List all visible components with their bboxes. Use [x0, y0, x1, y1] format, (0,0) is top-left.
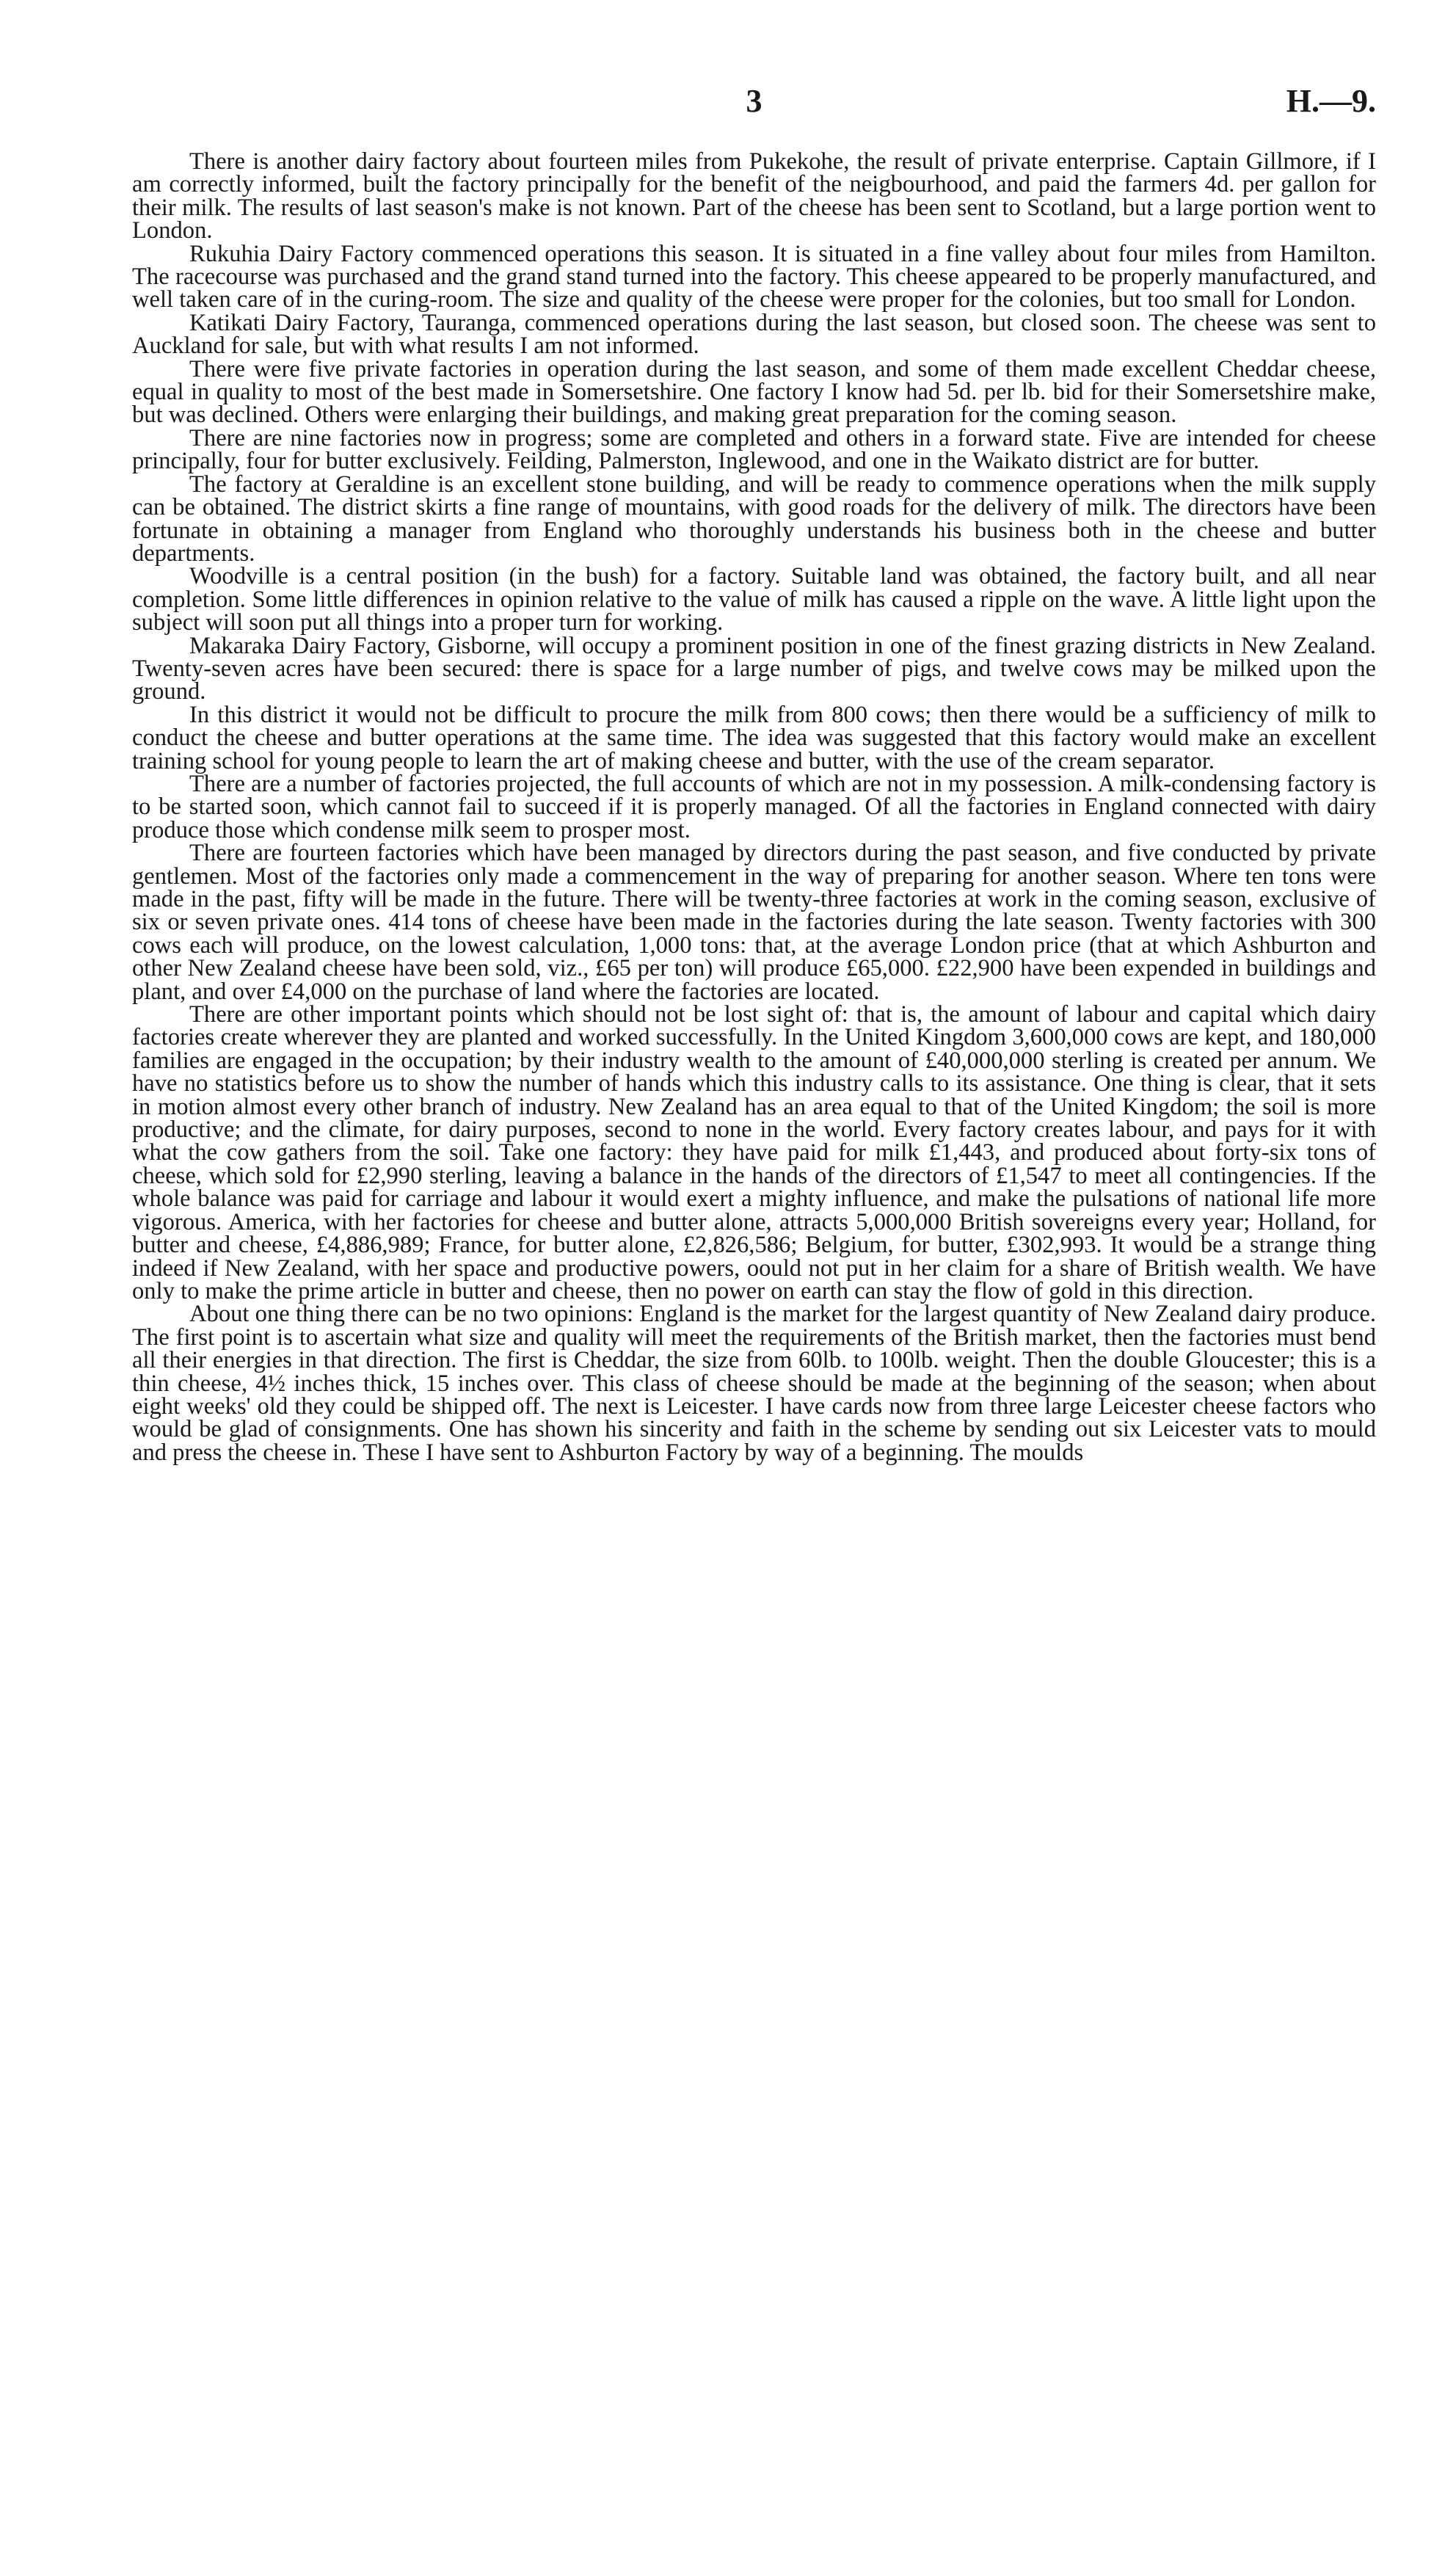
page-header	[132, 79, 1376, 123]
paragraph-geraldine-factory: The factory at Geraldine is an excellent stone building, and will be ready to commence operations when the milk supply can be obtained. The district skirts a fine range of mountains, with good roads for the delivery of milk. The directors have been fortunate in obtaining a manager from England who thoroughly understands his business both in the cheese and butter departments.	[132, 471, 1376, 567]
document-reference: H.—9.	[1286, 83, 1376, 119]
paragraph-factories-in-progress: There are nine factories now in progress; some are completed and others in a forward state. Five are intended for cheese principally, four for butter exclusively. Feilding, Palmerston, Inglewood, and one in the Waikato district are for butter.	[132, 424, 1376, 475]
paragraph-season-statistics: There are fourteen factories which have been managed by directors during the past season, and five conducted by private gentlemen. Most of the factories only made a commencement in the way of preparing for another season. Where ten tons were made in the past, fifty will be made in the future. There will be twenty-three factories at work in the coming season, exclusive of six or seven private ones. 414 tons of cheese have been made in the factories during the late season. Twenty factories with 300 cows each will produce, on the lowest calculation, 1,000 tons: that, at the average London price (that at which Ashburton and other New Zealand cheese have been sold, viz., £65 per ton) will produce £65,000. £22,900 have been expended in buildings and plant, and over £4,000 on the purchase of land where the factories are located.	[132, 840, 1376, 1005]
paragraph-private-factories: There were five private factories in operation during the last season, and some of them made excellent Cheddar cheese, equal in quality to most of the best made in Somersetshire. One factory I know had 5d. per lb. bid for their Somersetshire make, but was declined. Others were enlarging their buildings, and making great preparation for the coming season.	[132, 355, 1376, 429]
paragraph-training-school: In this district it would not be difficult to procure the milk from 800 cows; then there would be a sufficiency of milk to conduct the cheese and butter operations at the same time. The idea was suggested that this factory would make an excellent training school for young people to learn the art of making cheese and butter, with the use of the cream separator.	[132, 701, 1376, 774]
paragraph-english-market: About one thing there can be no two opinions: England is the market for the largest quantity of New Zealand dairy produce. The first point is to ascertain what size and quality will meet the requirements of the British market, then the factories must bend all their energies in that direction. The first is Cheddar, the size from 60lb. to 100lb. weight. Then the double Gloucester; this is a thin cheese, 4½ inches thick, 15 inches over. This class of cheese should be made at the beginning of the season; when about eight weeks' old they could be shipped off. The next is Leicester. I have cards now from three large Leicester cheese factors who would be glad of consignments. One has shown his sincerity and faith in the scheme by sending out six Leicester vats to mould and press the cheese in. These I have sent to Ashburton Factory by way of a beginning. The moulds	[132, 1301, 1376, 1466]
paragraph-labour-and-capital: There are other important points which should not be lost sight of: that is, the amount of labour and capital which dairy factories create wherever they are planted and worked successfully. In the United Kingdom 3,600,000 cows are kept, and 180,000 families are engaged in the occupation; by their industry wealth to the amount of £40,000,000 sterling is created per annum. We have no statistics before us to show the number of hands which this industry calls to its assistance. One thing is clear, that it sets in motion almost every other branch of industry. New Zealand has an area equal to that of the United Kingdom; the soil is more productive; and the climate, for dairy purposes, second to none in the world. Every factory creates labour, and pays for it with what the cow gathers from the soil. Take one factory: they have paid for milk £1,443, and produced about forty-six tons of cheese, which sold for £2,990 sterling, leaving a balance in the hands of the directors of £1,547 to meet all contingencies. If the whole balance was paid for carriage and labour it would exert a mighty influence, and make the pulsations of national life more vigorous. America, with her factories for cheese and butter alone, attracts 5,000,000 British sovereigns every year; Holland, for butter and cheese, £4,886,989; France, for butter alone, £2,826,586; Belgium, for butter, £302,993. It would be a strange thing indeed if New Zealand, with her space and productive powers, oould not put in her claim for a share of British wealth. We have only to make the prime article in butter and cheese, then no power on earth can stay the flow of gold in this direction.	[132, 1001, 1376, 1304]
paragraph-pukekohe-factory: There is another dairy factory about fourteen miles from Pukekohe, the result of private enterprise. Captain Gillmore, if I am correctly informed, built the factory principally for the benefit of the neigbourhood, and paid the farmers 4d. per gallon for their milk. The results of last season's make is not known. Part of the cheese has been sent to Scotland, but a large portion went to London.	[132, 148, 1376, 244]
paragraph-katikati-factory: Katikati Dairy Factory, Tauranga, commenced operations during the last season, but closed soon. The cheese was sent to Auckland for sale, but with what results I am not informed.	[132, 309, 1376, 360]
paragraph-makaraka-factory: Makaraka Dairy Factory, Gisborne, will occupy a prominent position in one of the finest grazing districts in New Zealand. Twenty-seven acres have been secured: there is space for a large number of pigs, and twelve cows may be milked upon the ground.	[132, 632, 1376, 705]
paragraph-woodville-factory: Woodville is a central position (in the bush) for a factory. Suitable land was obtained, the factory built, and all near completion. Some little differences in opinion relative to the value of milk has caused a ripple on the wave. A little light upon the subject will soon put all things into a proper turn for working.	[132, 563, 1376, 636]
paragraph-projected-factories: There are a number of factories projected, the full accounts of which are not in my possession. A milk-condensing factory is to be started soon, which cannot fail to succeed if it is properly managed. Of all the factories in England connected with dairy produce those which condense milk seem to prosper most.	[132, 770, 1376, 843]
paragraph-rukuhia-factory: Rukuhia Dairy Factory commenced operations this season. It is situated in a fine valley about four miles from Hamilton. The racecourse was purchased and the grand stand turned into the factory. This cheese appeared to be properly manufactured, and well taken care of in the curing-room. The size and quality of the cheese were proper for the colonies, but too small for London.	[132, 240, 1376, 313]
body-text	[132, 150, 1376, 1464]
page-number: 3	[746, 83, 762, 119]
